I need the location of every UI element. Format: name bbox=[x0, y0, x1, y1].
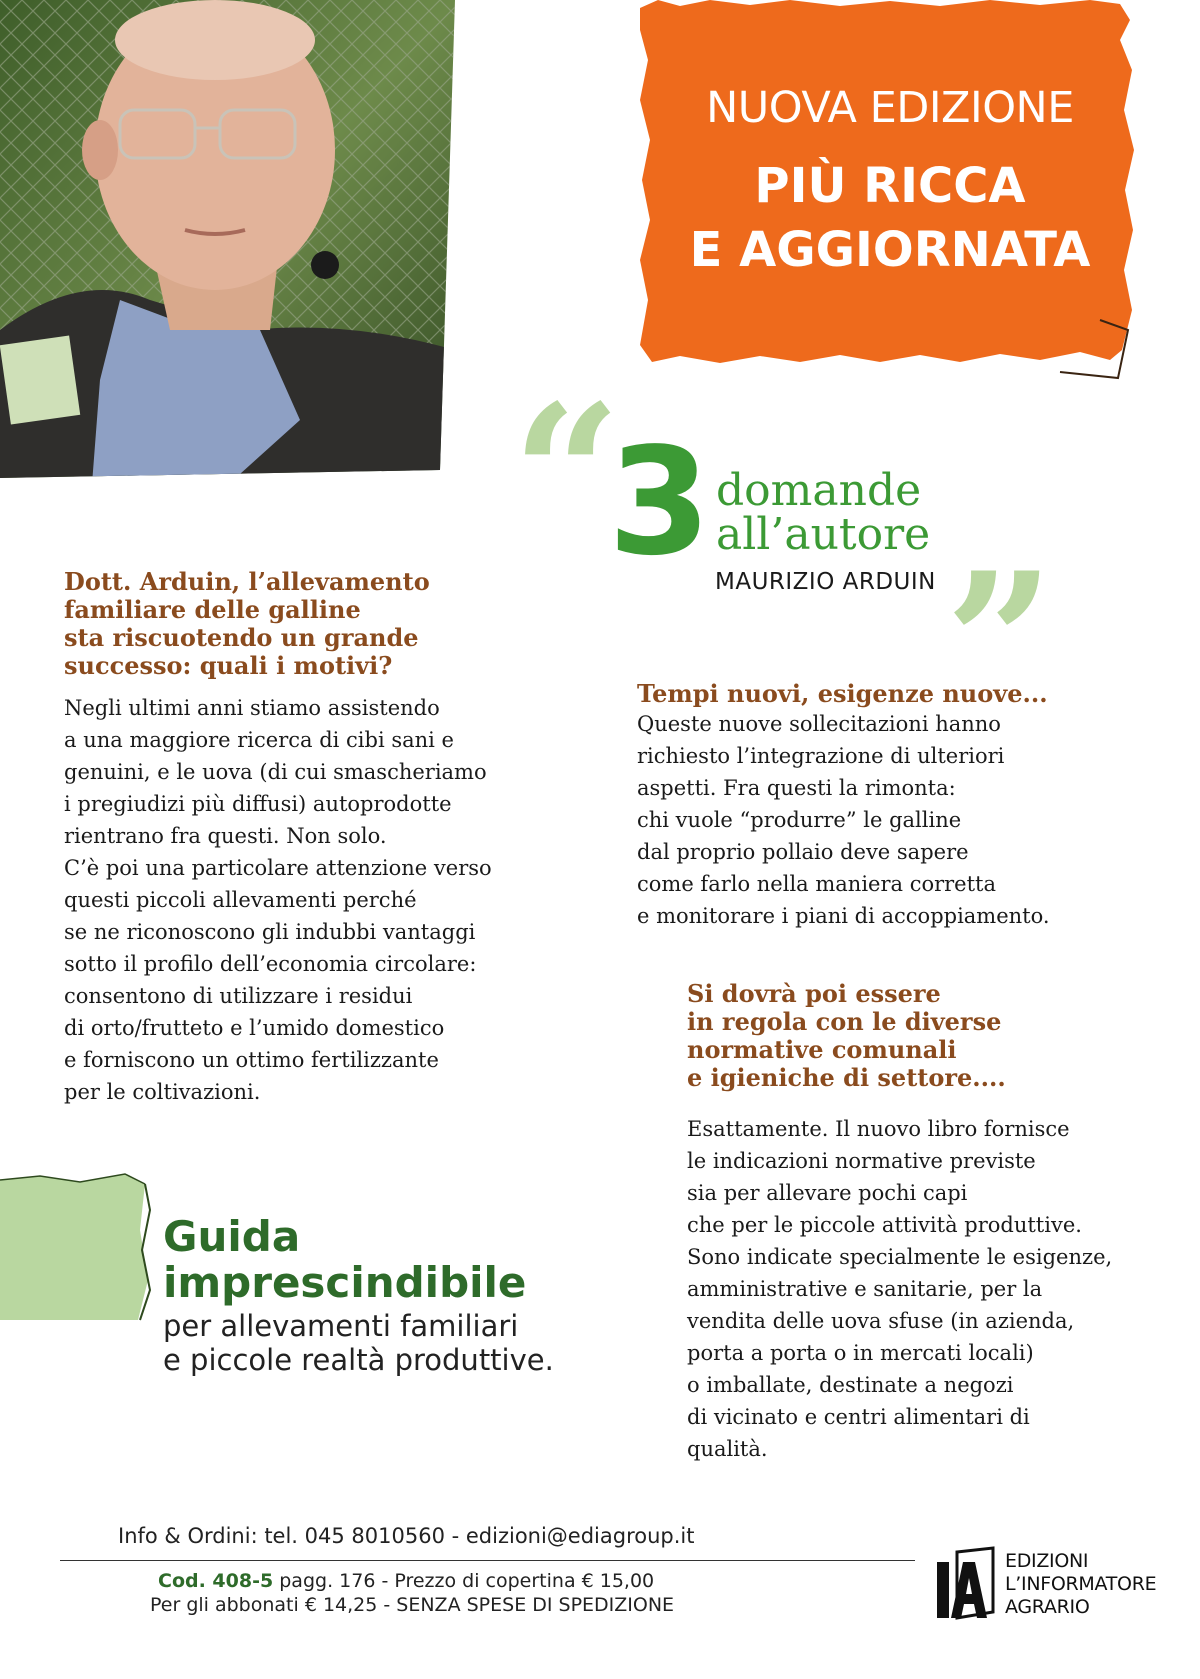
heading-number: 3 bbox=[608, 416, 711, 588]
footer-divider bbox=[60, 1560, 915, 1561]
answer-3: Esattamente. Il nuovo libro fornisce le indicazioni normative previste sia per allevare pochi capi che per le piccole attività produttive. Sono indicate specialmente le esigenze, amministrative e sanitarie, per la vendita delle uova sfuse (in azienda, porta a porta o in mercati locali) o imballate, destinate a negozi di vicinato e centri alimentari di qualità. bbox=[687, 1117, 1113, 1461]
question-1: Dott. Arduin, l’allevamento familiare delle galline sta riscuotendo un grande successo: quali i motivi? bbox=[64, 567, 430, 680]
subscriber-price: Per gli abbonati € 14,25 - SENZA SPESE DI SPEDIZIONE bbox=[150, 1594, 675, 1616]
heading-line-1: domande bbox=[716, 465, 922, 516]
price-info: pagg. 176 - Prezzo di copertina € 15,00 bbox=[273, 1570, 655, 1592]
answer-1: Negli ultimi anni stiamo assistendo a una maggiore ricerca di cibi sani e genuini, e le uova (di cui smascheriamo i pregiudizi più diffusi) autoprodotte rientrano fra questi. Non solo. C’è poi una particolare attenzione verso questi piccoli allevamenti perché se ne riconoscono gli indubbi vantaggi sotto il profilo dell’economia circolare: consentono di utilizzare i residui di orto/frutteto e l’umido domestico e forniscono un ottimo fertilizzante per le coltivazioni. bbox=[64, 696, 492, 1104]
guide-subtitle-line-1: per allevamenti familiari bbox=[163, 1309, 519, 1343]
publisher-logo-text: IA bbox=[935, 1533, 953, 1552]
author-name: MAURIZIO ARDUIN bbox=[715, 569, 936, 595]
publisher-line-1: EDIZIONI bbox=[1005, 1550, 1089, 1572]
question-3: Si dovrà poi essere in regola con le diverse normative comunali e igieniche di settore.... bbox=[687, 979, 1006, 1092]
publisher-logo-icon bbox=[935, 1533, 995, 1620]
order-info: Info & Ordini: tel. 045 8010560 - edizioni@ediagroup.it bbox=[118, 1524, 695, 1548]
author-photo bbox=[0, 0, 455, 510]
banner-line-1: NUOVA EDIZIONE bbox=[706, 83, 1074, 133]
heading-line-2: all’autore bbox=[716, 509, 931, 560]
product-code-line bbox=[158, 1570, 654, 1592]
banner-line-2: PIÙ RICCA bbox=[754, 158, 1026, 214]
publisher-line-3: AGRARIO bbox=[1005, 1596, 1090, 1618]
open-quote-icon: “ bbox=[512, 363, 622, 586]
guide-title-line-2: imprescindibile bbox=[163, 1258, 527, 1307]
guide-title-line-1: Guida bbox=[163, 1212, 301, 1261]
new-edition-banner bbox=[640, 0, 1140, 385]
question-2: Tempi nuovi, esigenze nuove... bbox=[637, 679, 1048, 708]
banner-line-3: E AGGIORNATA bbox=[689, 222, 1091, 278]
publisher-line-2: L’INFORMATORE bbox=[1005, 1573, 1157, 1595]
guide-subtitle-line-2: e piccole realtà produttive. bbox=[163, 1343, 554, 1377]
answer-2: Queste nuove sollecitazioni hanno richiesto l’integrazione di ulteriori aspetti. Fra questi la rimonta: chi vuole “produrre” le galline dal proprio pollaio deve sapere come farlo nella maniera corretta e monitorare i piani di accoppiamento. bbox=[637, 712, 1050, 928]
close-quote-icon: ” bbox=[945, 531, 1055, 754]
product-code: Cod. 408-5 bbox=[158, 1570, 274, 1592]
